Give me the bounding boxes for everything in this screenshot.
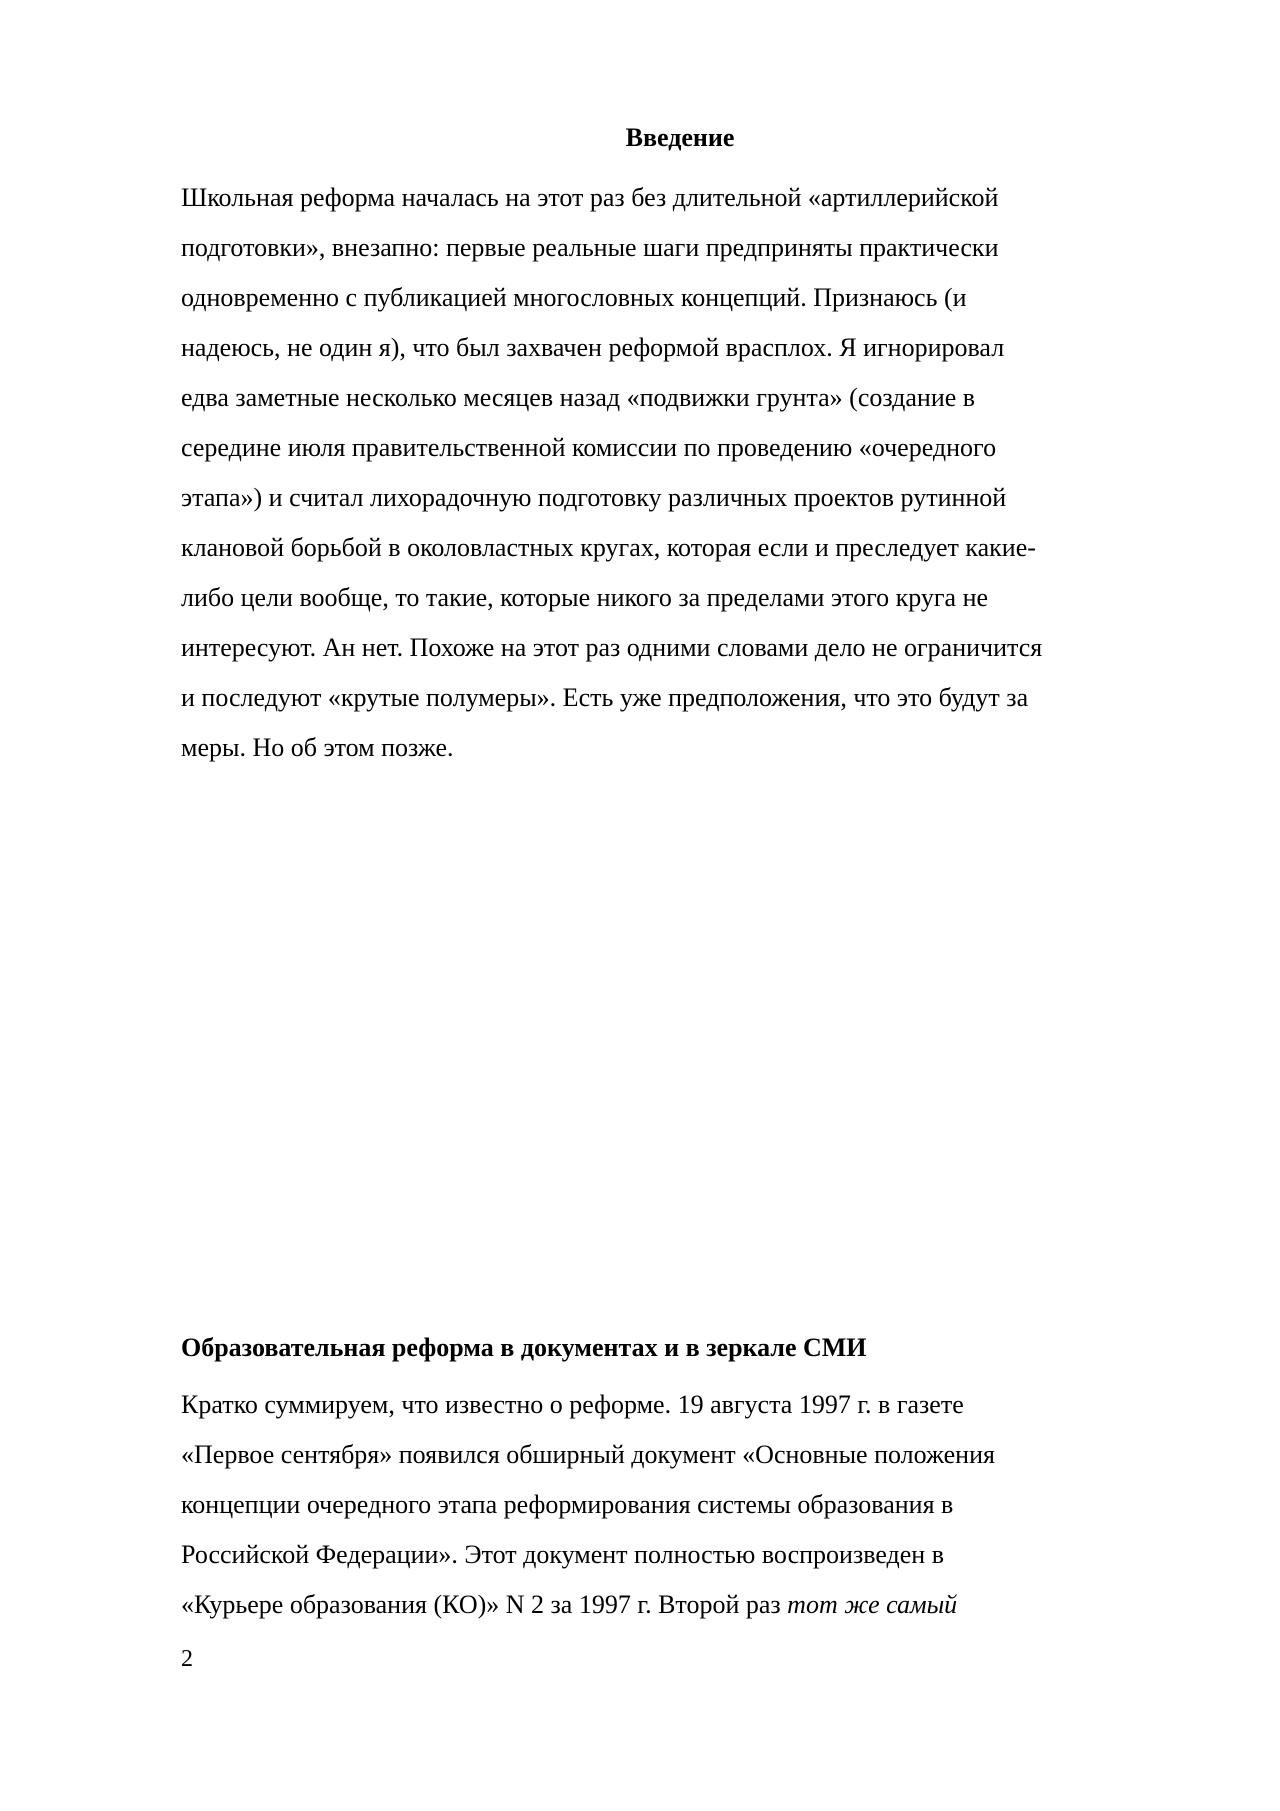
paragraph-line: подготовки», внезапно: первые реальные шаги предприняты практически [181,233,999,262]
paragraph-line: клановой борьбой в околовластных кругах, которая если и преследует какие- [181,533,1036,562]
introduction-paragraph [181,173,1201,773]
paragraph-line: «Первое сентября» появился обширный документ «Основные положения [181,1440,995,1469]
paragraph-line: середине июля правительственной комиссии по проведению «очередного [181,433,997,462]
paragraph-line: Российской Федерации». Этот документ полностью воспроизведен в [181,1540,945,1569]
paragraph-line: едва заметные несколько месяцев назад «подвижки грунта» (создание в [181,383,976,412]
paragraph-line: Кратко суммируем, что известно о реформе. 19 августа 1997 г. в газете [181,1390,964,1419]
paragraph-line [181,1580,1201,1630]
page-number: 2 [181,1646,193,1672]
line-text: «Курьере образования (КО)» N 2 за 1997 г. Второй раз [181,1590,788,1619]
paragraph-line: интересуют. Ан нет. Похоже на этот раз одними словами дело не ограничится [181,633,1043,662]
paragraph-line: и последуют «крутые полумеры». Есть уже предположения, что это будут за [181,683,1029,712]
reform-documents-paragraph [181,1380,1201,1630]
paragraph-line: концепции очередного этапа реформирования системы образования в [181,1490,954,1519]
italic-text: тот же самый [787,1590,958,1619]
paragraph-line: надеюсь, не один я), что был захвачен реформой врасплох. Я игнорировал [181,333,1005,362]
paragraph-line: этапа») и считал лихорадочную подготовку различных проектов рутинной [181,483,1007,512]
section-heading-introduction: Введение [625,123,735,152]
paragraph-line: Школьная реформа началась на этот раз без длительной «артиллерийской [181,183,999,212]
paragraph-line: либо цели вообще, то такие, которые никого за пределами этого круга не [181,583,989,612]
paragraph-line: одновременно с публикацией многословных концепций. Признаюсь (и [181,283,967,312]
paragraph-line: меры. Но об этом позже. [181,733,454,762]
section-heading-reform-documents: Образовательная реформа в документах и в зеркале СМИ [181,1333,867,1362]
